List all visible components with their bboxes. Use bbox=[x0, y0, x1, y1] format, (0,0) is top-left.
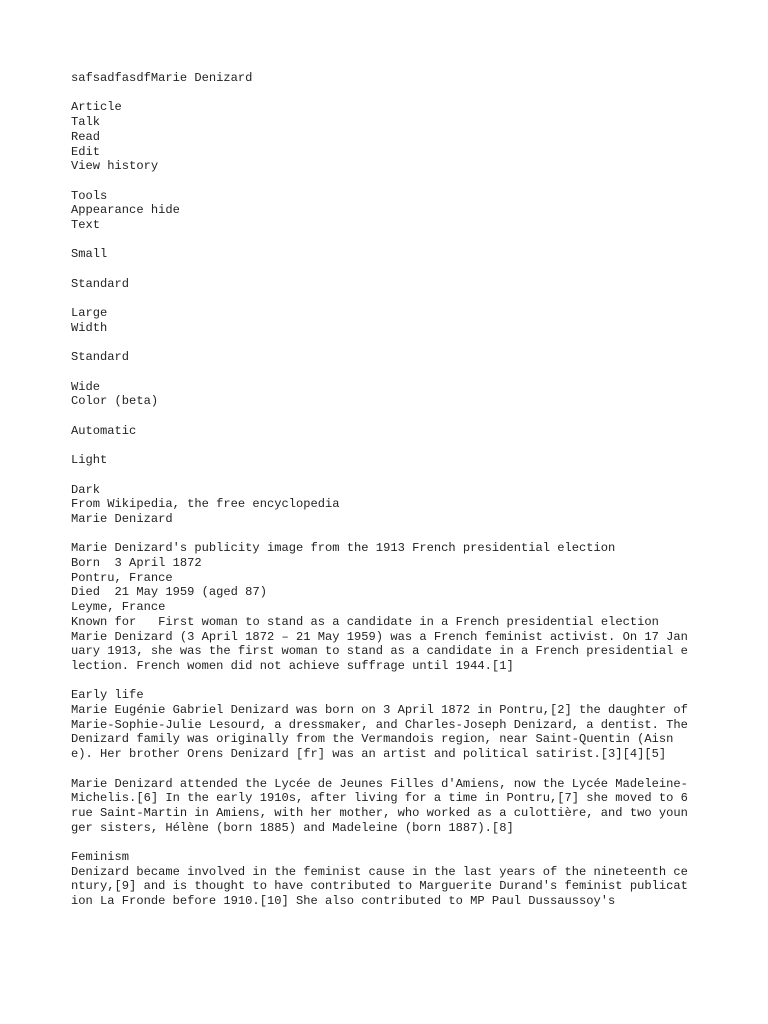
early-life-paragraph-2: Marie Denizard attended the Lycée de Jeunes Filles d'Amiens, now the Lycée Madeleine-Michelis.[6] In the early 1910s, after living for a time in Pontru,[7] she moved to 6 rue Saint-Martin in Amiens, with her mother, who worked as a culottière, and two younger sisters, Hélène (born 1885) and Madeleine (born 1887).[8] bbox=[71, 776, 696, 835]
tab-article[interactable]: Article bbox=[71, 100, 122, 115]
text-size-large-option[interactable]: Large bbox=[71, 306, 108, 321]
article-heading: Marie Denizard bbox=[71, 511, 173, 526]
spacer bbox=[71, 336, 711, 351]
infobox-known-for-label: Known for bbox=[71, 614, 137, 629]
tab-read[interactable]: Read bbox=[71, 129, 101, 144]
site-tagline: From Wikipedia, the free encyclopedia bbox=[71, 497, 340, 512]
section-heading-early-life: Early life bbox=[71, 688, 144, 703]
width-heading: Width bbox=[71, 320, 108, 335]
appearance-hide-button[interactable]: Appearance hide bbox=[71, 203, 180, 218]
spacer bbox=[71, 835, 711, 850]
tools-menu-button[interactable]: Tools bbox=[71, 188, 108, 203]
color-automatic-option[interactable]: Automatic bbox=[71, 423, 137, 438]
infobox-known-for-value: First woman to stand as a candidate in a French presidential election bbox=[158, 614, 659, 629]
infobox-died-row bbox=[71, 585, 711, 600]
infobox-born-label: Born bbox=[71, 556, 101, 571]
spacer bbox=[71, 762, 711, 777]
spacer bbox=[71, 174, 711, 189]
infobox-born-row bbox=[71, 556, 711, 571]
spacer bbox=[71, 674, 711, 689]
infobox-died-date: 21 May 1959 (aged 87) bbox=[114, 585, 267, 600]
spacer bbox=[71, 291, 711, 306]
lead-paragraph: Marie Denizard (3 April 1872 – 21 May 1959) was a French feminist activist. On 17 January 1913, she was the first woman to stand as a candidate in a French presidential election. French women did not achieve suffrage until 1944.[1] bbox=[71, 629, 688, 673]
infobox-caption: Marie Denizard's publicity image from the 1913 French presidential election bbox=[71, 541, 616, 556]
tab-view-history[interactable]: View history bbox=[71, 159, 159, 174]
color-dark-option[interactable]: Dark bbox=[71, 482, 101, 497]
color-light-option[interactable]: Light bbox=[71, 453, 108, 468]
infobox-born-date: 3 April 1872 bbox=[114, 556, 202, 571]
section-heading-feminism: Feminism bbox=[71, 850, 130, 865]
tab-edit[interactable]: Edit bbox=[71, 144, 101, 159]
width-wide-option[interactable]: Wide bbox=[71, 379, 101, 394]
spacer bbox=[71, 86, 711, 101]
spacer bbox=[71, 365, 711, 380]
spacer bbox=[71, 438, 711, 453]
infobox-born-place[interactable]: Pontru, France bbox=[71, 570, 173, 585]
spacer bbox=[71, 409, 711, 424]
spacer bbox=[71, 468, 711, 483]
text-size-heading: Text bbox=[71, 218, 101, 232]
spacer bbox=[71, 262, 711, 277]
infobox-known-for-row bbox=[71, 615, 711, 630]
width-standard-option[interactable]: Standard bbox=[71, 350, 130, 365]
page-title: safsadfasdfMarie Denizard bbox=[71, 71, 253, 85]
early-life-paragraph-1: Marie Eugénie Gabriel Denizard was born on 3 April 1872 in Pontru,[2] the daughter of Marie-Sophie-Julie Lesourd, a dressmaker, and Charles-Joseph Denizard, a dentist. The Denizard family was originally from the Vermandois region, near Saint-Quentin (Aisne). Her brother Orens Denizard [fr] was an artist and political satirist.[3][4][5] bbox=[71, 703, 696, 762]
infobox-died-label: Died bbox=[71, 585, 101, 600]
color-heading: Color (beta) bbox=[71, 394, 159, 409]
text-size-small-option[interactable]: Small bbox=[71, 247, 108, 262]
spacer bbox=[71, 527, 711, 542]
feminism-paragraph-1: Denizard became involved in the feminist cause in the last years of the nineteenth century,[9] and is thought to have contributed to Marguerite Durand's feminist publication La Fronde before 1910.[10] She also contributed to MP Paul Dussaussoy's bbox=[71, 864, 688, 909]
infobox-died-place[interactable]: Leyme, France bbox=[71, 600, 166, 615]
spacer bbox=[71, 233, 711, 248]
text-size-standard-option[interactable]: Standard bbox=[71, 276, 130, 291]
page-content bbox=[71, 71, 711, 909]
tab-talk[interactable]: Talk bbox=[71, 115, 101, 130]
